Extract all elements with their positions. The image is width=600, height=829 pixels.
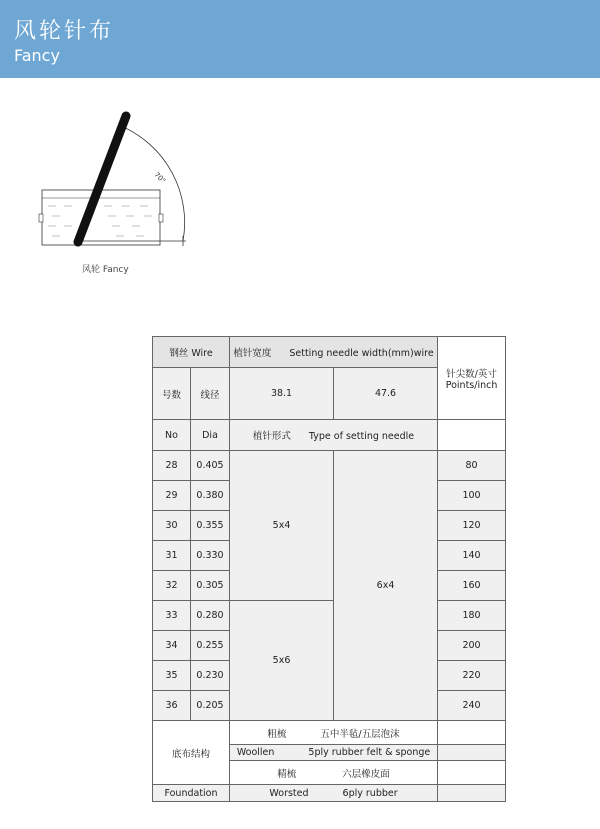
row-no: 32 <box>153 571 191 601</box>
width-header-zh: 植针宽度 <box>233 348 272 359</box>
woollen-desc-zh: 五中半毡/五层泡沫 <box>320 728 400 740</box>
worsted-desc-zh: 六层橡皮面 <box>342 768 390 780</box>
row-dia: 0.205 <box>191 691 230 721</box>
title-english: Fancy <box>14 46 60 65</box>
angle-label: 70° <box>152 170 168 186</box>
foundation-zh: 底布结构 <box>153 721 230 785</box>
woollen-zh-row <box>230 721 438 745</box>
width-header-en: Setting needle width(mm)wire <box>289 348 434 359</box>
row-no: 29 <box>153 481 191 511</box>
type-header <box>230 420 438 451</box>
row-no: 31 <box>153 541 191 571</box>
row-dia: 0.305 <box>191 571 230 601</box>
row-points: 240 <box>438 691 506 721</box>
row-no: 28 <box>153 451 191 481</box>
fancy-needle-diagram <box>30 110 200 250</box>
empty-cell <box>438 761 506 785</box>
row-points: 180 <box>438 601 506 631</box>
row-no: 30 <box>153 511 191 541</box>
row-points: 140 <box>438 541 506 571</box>
worsted-zh: 精梳 <box>277 768 297 780</box>
worsted-zh-row <box>230 761 438 785</box>
row-points: 200 <box>438 631 506 661</box>
row-no: 33 <box>153 601 191 631</box>
page-header <box>0 0 600 78</box>
left-clip <box>39 214 43 222</box>
foundation-en: Foundation <box>153 785 230 802</box>
row-dia: 0.405 <box>191 451 230 481</box>
col-dia-zh: 线径 <box>191 368 230 420</box>
woollen-desc-en: 5ply rubber felt & sponge <box>308 747 431 758</box>
row-points: 80 <box>438 451 506 481</box>
type-header-zh: 植针形式 <box>252 431 291 442</box>
points-header <box>438 337 506 420</box>
setting-5x6: 5x6 <box>230 601 334 721</box>
spec-table <box>152 336 506 802</box>
row-dia: 0.380 <box>191 481 230 511</box>
width-value-2: 47.6 <box>334 368 438 420</box>
right-clip <box>159 214 163 222</box>
row-dia: 0.255 <box>191 631 230 661</box>
row-dia: 0.230 <box>191 661 230 691</box>
empty-cell <box>438 745 506 761</box>
row-dia: 0.280 <box>191 601 230 631</box>
setting-6x4: 6x4 <box>334 451 438 721</box>
row-points: 100 <box>438 481 506 511</box>
points-header-zh: 针尖数/英寸 <box>446 368 497 380</box>
width-value-1: 38.1 <box>230 368 334 420</box>
setting-5x4: 5x4 <box>230 451 334 601</box>
row-points: 220 <box>438 661 506 691</box>
points-header-en: Points/inch <box>445 379 498 391</box>
row-points: 160 <box>438 571 506 601</box>
empty-cell <box>438 420 506 451</box>
diagram-caption: 风轮 Fancy <box>82 265 129 275</box>
width-header <box>230 337 438 368</box>
title-chinese: 风轮针布 <box>14 19 115 44</box>
row-no: 35 <box>153 661 191 691</box>
col-no-en: No <box>153 420 191 451</box>
row-no: 36 <box>153 691 191 721</box>
col-dia-en: Dia <box>191 420 230 451</box>
worsted-en: Worsted <box>269 787 309 799</box>
row-dia: 0.355 <box>191 511 230 541</box>
type-header-en: Type of setting needle <box>308 431 415 442</box>
row-no: 34 <box>153 631 191 661</box>
empty-cell <box>438 785 506 802</box>
worsted-en-row <box>230 785 438 802</box>
empty-cell <box>438 721 506 745</box>
col-no-zh: 号数 <box>153 368 191 420</box>
row-points: 120 <box>438 511 506 541</box>
wire-header: 钢丝 Wire <box>153 337 230 368</box>
woollen-zh: 粗梳 <box>267 728 287 740</box>
row-dia: 0.330 <box>191 541 230 571</box>
worsted-desc-en: 6ply rubber <box>342 787 398 799</box>
woollen-en-row <box>230 745 438 761</box>
woollen-en: Woollen <box>236 747 275 758</box>
